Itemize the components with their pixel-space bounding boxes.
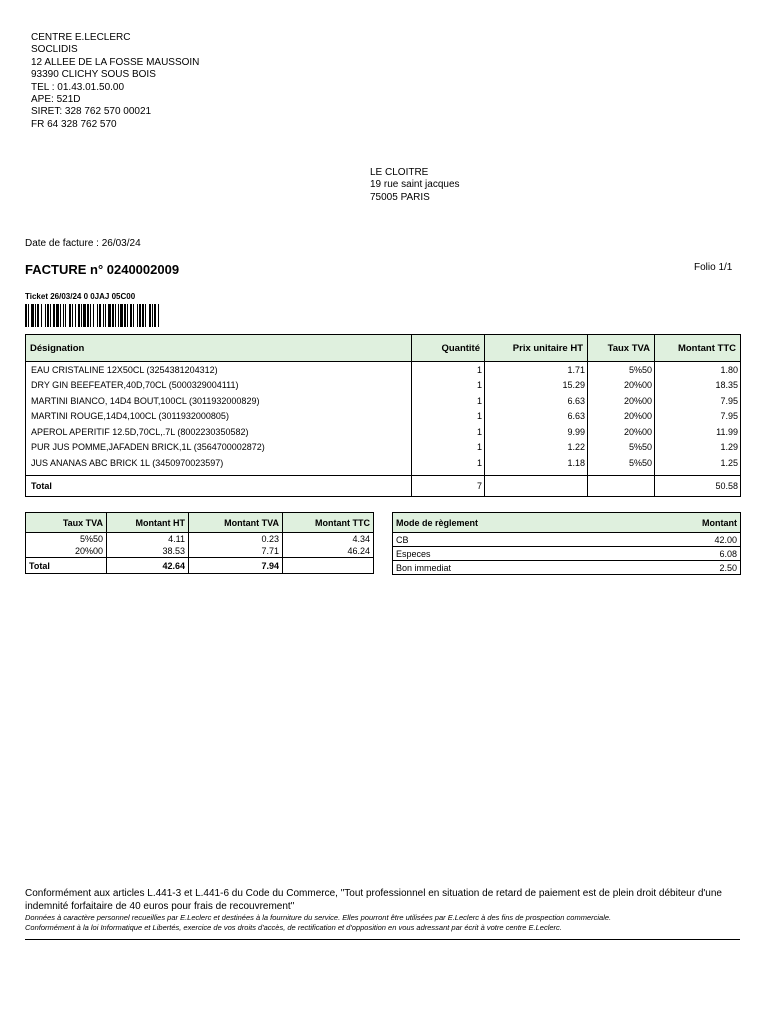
items-total-empty [485, 475, 588, 496]
barcode-bar [149, 304, 151, 327]
sender-line: FR 64 328 762 570 [31, 118, 117, 130]
item-amount: 1.80 [655, 362, 741, 378]
item-amount: 1.25 [655, 455, 741, 475]
table-row [393, 547, 741, 561]
legal-data-notice: Données à caractère personnel recueillies par E.Leclerc et destinées à la fourniture du service. Elles pourront être utilisées par E.Leclerc à des fins de prospection commerciale. [25, 913, 612, 922]
item-unit-price: 1.71 [485, 362, 588, 378]
column-header-quantity: Quantité [412, 335, 485, 362]
item-quantity: 1 [412, 409, 485, 425]
column-header-payment-mode: Mode de règlement [393, 513, 633, 533]
vat-total-label: Total [26, 558, 107, 574]
payment-amount: 2.50 [633, 561, 741, 575]
items-total-label: Total [26, 475, 412, 496]
payment-header-row [393, 513, 741, 533]
barcode-bar [56, 304, 59, 327]
item-vat-rate: 5%50 [588, 440, 655, 456]
payment-table [392, 512, 741, 575]
barcode [25, 304, 210, 327]
barcode-bar [120, 304, 123, 327]
legal-rights-notice: Conformément à la loi Informatique et Libertés, exercice de vos droits d'accès, de rectification et d'opposition en vous adressant par écrit à votre centre E.Leclerc. [25, 923, 562, 932]
barcode-bar [152, 304, 153, 327]
vat-amount-ht: 4.11 [107, 533, 189, 546]
items-header-row [26, 335, 741, 362]
column-header-amount-ht: Montant HT [107, 513, 189, 533]
barcode-bar [139, 304, 141, 327]
item-quantity: 1 [412, 378, 485, 394]
item-unit-price: 1.18 [485, 455, 588, 475]
payment-amount: 6.08 [633, 547, 741, 561]
sender-line: APE: 521D [31, 94, 81, 106]
barcode-bar [45, 304, 46, 327]
barcode-bar [112, 304, 114, 327]
column-header-amount: Montant TTC [655, 335, 741, 362]
items-total-amount: 50.58 [655, 475, 741, 496]
item-vat-rate: 20%00 [588, 378, 655, 394]
folio-number: Folio 1/1 [694, 262, 733, 273]
barcode-bar [130, 304, 132, 327]
item-unit-price: 1.22 [485, 440, 588, 456]
vat-amount-vat: 7.71 [189, 545, 283, 558]
barcode-bar [142, 304, 144, 327]
barcode-bar [154, 304, 156, 327]
barcode-bar [103, 304, 104, 327]
item-designation: JUS ANANAS ABC BRICK 1L (3450970023597) [26, 455, 412, 475]
payment-mode: Bon immediat [393, 561, 633, 575]
table-row [26, 409, 741, 425]
item-quantity: 1 [412, 440, 485, 456]
barcode-bar [69, 304, 71, 327]
footer-divider [25, 939, 740, 940]
table-row [393, 561, 741, 575]
barcode-bar [133, 304, 134, 327]
items-total-empty [588, 475, 655, 496]
vat-amount-ttc: 4.34 [283, 533, 374, 546]
column-header-amount-vat: Montant TVA [189, 513, 283, 533]
table-row [26, 424, 741, 440]
item-designation: EAU CRISTALINE 12X50CL (3254381204312) [26, 362, 412, 378]
column-header-payment-amount: Montant [633, 513, 741, 533]
vat-total-row [26, 558, 374, 574]
barcode-bar [53, 304, 55, 327]
item-vat-rate: 20%00 [588, 424, 655, 440]
barcode-bar [145, 304, 146, 327]
column-header-vat-rate: Taux TVA [26, 513, 107, 533]
item-amount: 18.35 [655, 378, 741, 394]
barcode-bar [115, 304, 116, 327]
item-unit-price: 6.63 [485, 393, 588, 409]
item-designation: DRY GIN BEEFEATER,40D,70CL (5000329004111) [26, 378, 412, 394]
table-row [26, 362, 741, 378]
barcode-bar [97, 304, 98, 327]
barcode-bar [137, 304, 138, 327]
vat-total-vat: 7.94 [189, 558, 283, 574]
legal-notice [25, 887, 740, 933]
vat-amount-vat: 0.23 [189, 533, 283, 546]
vat-rate: 20%00 [26, 545, 107, 558]
table-row [26, 545, 374, 558]
barcode-bar [28, 304, 29, 327]
barcode-bar [93, 304, 94, 327]
item-unit-price: 6.63 [485, 409, 588, 425]
sender-line: CENTRE E.LECLERC [31, 32, 131, 43]
table-row [26, 393, 741, 409]
item-designation: MARTINI ROUGE,14D4,100CL (3011932000805) [26, 409, 412, 425]
barcode-bar [90, 304, 91, 327]
sender-line: SIRET: 328 762 570 00021 [31, 106, 152, 118]
sender-line: 12 ALLEE DE LA FOSSE MAUSSOIN [31, 56, 200, 68]
payment-amount: 42.00 [633, 533, 741, 547]
table-row [26, 440, 741, 456]
item-quantity: 1 [412, 362, 485, 378]
vat-amount-ht: 38.53 [107, 545, 189, 558]
item-quantity: 1 [412, 455, 485, 475]
barcode-bar [47, 304, 49, 327]
barcode-bar [78, 304, 80, 327]
recipient-line: LE CLOITRE [370, 167, 429, 178]
column-header-unit-price: Prix unitaire HT [485, 335, 588, 362]
vat-total-empty [283, 558, 374, 574]
vat-summary-table [25, 512, 374, 574]
barcode-bar [25, 304, 27, 327]
vat-total-ht: 42.64 [107, 558, 189, 574]
barcode-bar [105, 304, 106, 327]
barcode-bar [83, 304, 86, 327]
items-total-quantity: 7 [412, 475, 485, 496]
sender-line: 93390 CLICHY SOUS BOIS [31, 69, 156, 81]
legal-main-text: Conformément aux articles L.441-3 et L.441-6 du Code du Commerce, "Tout professionnel en situation de retard de paiement est de plein droit débiteur d'une indemnité forfaitaire de 40 euros pour frais de recouvrement" [25, 888, 722, 912]
item-quantity: 1 [412, 424, 485, 440]
recipient-line: 19 rue saint jacques [370, 179, 460, 191]
invoice-title: FACTURE n° 0240002009 [25, 262, 180, 277]
barcode-bar [99, 304, 101, 327]
recipient-address [370, 167, 460, 204]
item-designation: MARTINI BIANCO, 14D4 BOUT,100CL (3011932000829) [26, 393, 412, 409]
item-vat-rate: 20%00 [588, 409, 655, 425]
ticket-reference: Ticket 26/03/24 0 0JAJ 05C00 [25, 292, 136, 301]
sender-line: SOCLIDIS [31, 44, 78, 56]
item-vat-rate: 5%50 [588, 362, 655, 378]
barcode-bar [124, 304, 126, 327]
vat-rate: 5%50 [26, 533, 107, 546]
item-unit-price: 9.99 [485, 424, 588, 440]
items-table [25, 334, 741, 497]
sender-line: TEL : 01.43.01.50.00 [31, 81, 125, 93]
item-amount: 7.95 [655, 393, 741, 409]
items-total-row [26, 475, 741, 496]
barcode-bar [50, 304, 51, 327]
table-row [26, 533, 374, 546]
barcode-bar [158, 304, 159, 327]
payment-mode: CB [393, 533, 633, 547]
item-vat-rate: 20%00 [588, 393, 655, 409]
item-designation: APEROL APERITIF 12.5D,70CL,.7L (8002230350582) [26, 424, 412, 440]
item-amount: 11.99 [655, 424, 741, 440]
payment-mode: Especes [393, 547, 633, 561]
column-header-vat-rate: Taux TVA [588, 335, 655, 362]
column-header-designation: Désignation [26, 335, 412, 362]
vat-amount-ttc: 46.24 [283, 545, 374, 558]
barcode-bar [118, 304, 119, 327]
barcode-bar [65, 304, 66, 327]
invoice-date: Date de facture : 26/03/24 [25, 238, 141, 249]
barcode-bar [127, 304, 128, 327]
barcode-bar [108, 304, 111, 327]
barcode-bar [31, 304, 34, 327]
barcode-bar [75, 304, 76, 327]
item-unit-price: 15.29 [485, 378, 588, 394]
barcode-bar [37, 304, 39, 327]
table-row [26, 378, 741, 394]
vat-header-row [26, 513, 374, 533]
barcode-bar [41, 304, 42, 327]
column-header-amount-ttc: Montant TTC [283, 513, 374, 533]
item-amount: 7.95 [655, 409, 741, 425]
barcode-bar [87, 304, 89, 327]
sender-address [31, 32, 199, 131]
recipient-line: 75005 PARIS [370, 191, 430, 203]
barcode-bar [60, 304, 61, 327]
barcode-bar [63, 304, 64, 327]
item-vat-rate: 5%50 [588, 455, 655, 475]
barcode-bar [81, 304, 82, 327]
item-amount: 1.29 [655, 440, 741, 456]
table-row [26, 455, 741, 475]
barcode-bar [72, 304, 73, 327]
item-quantity: 1 [412, 393, 485, 409]
table-row [393, 533, 741, 547]
barcode-bar [35, 304, 36, 327]
item-designation: PUR JUS POMME,JAFADEN BRICK,1L (3564700002872) [26, 440, 412, 456]
